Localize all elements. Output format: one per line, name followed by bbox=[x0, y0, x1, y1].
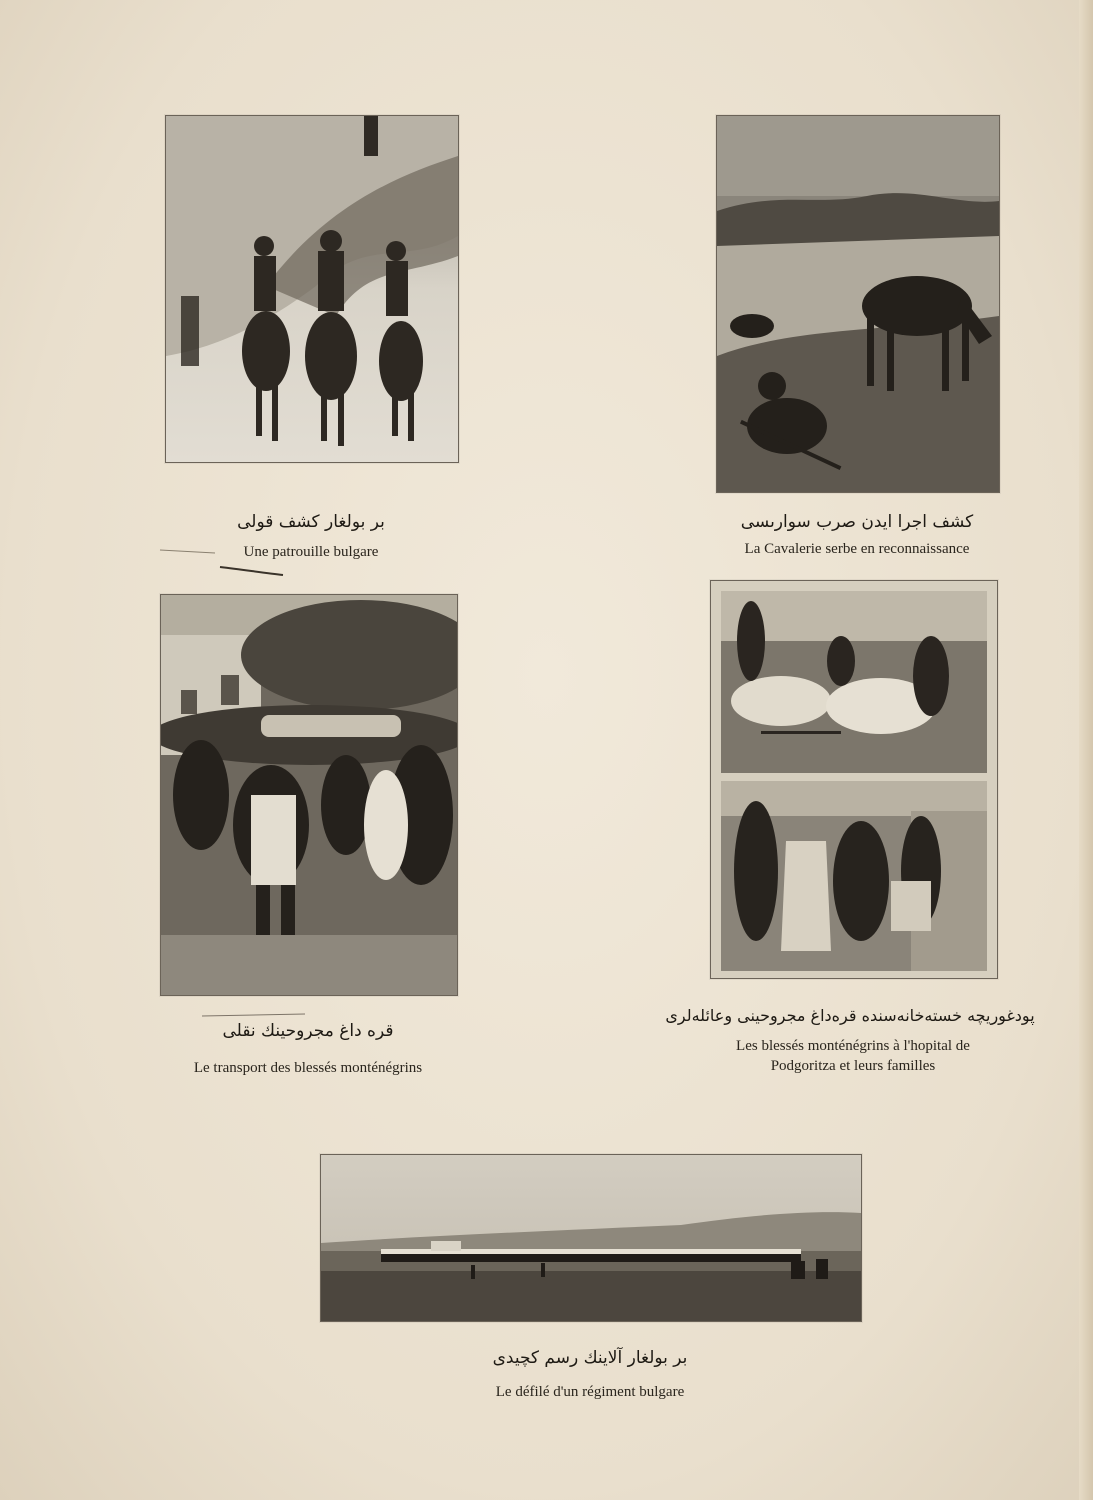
caption-french-hospital-1: Les blessés monténégrins à l'hopital de bbox=[736, 1038, 970, 1054]
caption-ottoman-patrol: بر بولغار كشف قولى bbox=[237, 512, 385, 532]
photo-wounded-transport bbox=[160, 594, 458, 996]
caption-ottoman-parade: بر بولغار آلاينك رسم كچيدى bbox=[492, 1348, 688, 1368]
caption-ottoman-hospital: پودغوريچه خستەخانەسندە قرەداغ مجروحينى وعائلەلرى bbox=[665, 1006, 1035, 1025]
page-edge bbox=[1079, 0, 1093, 1500]
caption-french-cavalry: La Cavalerie serbe en reconnaissance bbox=[744, 541, 970, 557]
caption-ottoman-transport: قره داغ مجروحينك نقلى bbox=[222, 1021, 394, 1041]
photo-bulgarian-patrol bbox=[165, 115, 459, 463]
photo-podgoritza-hospital bbox=[710, 580, 998, 979]
caption-french-parade: Le défilé d'un régiment bulgare bbox=[495, 1384, 685, 1400]
caption-french-hospital-2: Podgoritza et leurs familles bbox=[770, 1058, 936, 1074]
caption-french-patrol: Une patrouille bulgare bbox=[243, 544, 379, 560]
photo-serbian-cavalry bbox=[716, 115, 1000, 493]
photo-regiment-parade bbox=[320, 1154, 862, 1322]
caption-french-transport: Le transport des blessés monténégrins bbox=[193, 1060, 423, 1076]
caption-ottoman-cavalry: كشف اجرا ايدن صرب سوارىسى bbox=[740, 512, 974, 532]
